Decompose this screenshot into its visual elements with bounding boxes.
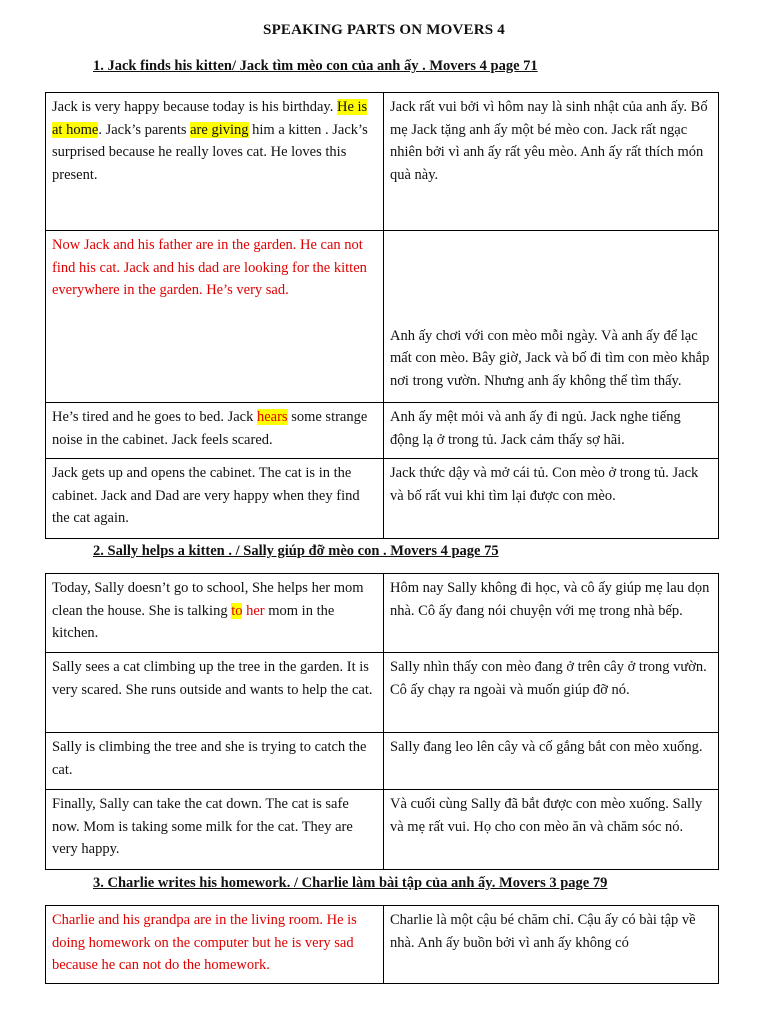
vietnamese-cell: Charlie là một cậu bé chăm chỉ. Cậu ấy có bài tập về nhà. Anh ấy buồn bởi vì anh ấy không có — [384, 906, 719, 984]
table-row — [46, 574, 719, 653]
english-cell: Jack is very happy because today is his birthday. He is at home. Jack’s parents are giving him a kitten . Jack’s surprised because he really loves cat. He loves this present. — [46, 93, 384, 231]
english-cell: Now Jack and his father are in the garden. He can not find his cat. Jack and his dad are looking for the kitten everywhere in the garden. He’s very sad. — [46, 231, 384, 403]
english-cell: Finally, Sally can take the cat down. The cat is safe now. Mom is taking some milk for the cat. They are very happy. — [46, 790, 384, 870]
section-heading-2: 2. Sally helps a kitten . / Sally giúp đỡ mèo con . Movers 4 page 75 — [93, 543, 499, 559]
vietnamese-cell: Và cuối cùng Sally đã bắt được con mèo xuống. Sally và mẹ rất vui. Họ cho con mèo ăn và chăm sóc nó. — [384, 790, 719, 870]
table-row — [46, 733, 719, 790]
table-row — [46, 459, 719, 539]
section-2-table — [45, 573, 719, 870]
section-3-table — [45, 905, 719, 984]
highlighted-text: to — [231, 602, 243, 619]
highlighted-text: are giving — [190, 121, 249, 138]
table-row — [46, 653, 719, 733]
page-title: SPEAKING PARTS ON MOVERS 4 — [263, 22, 505, 38]
english-cell: Sally sees a cat climbing up the tree in the garden. It is very scared. She runs outside and wants to help the cat. — [46, 653, 384, 733]
section-heading-3: 3. Charlie writes his homework. / Charlie làm bài tập của anh ấy. Movers 3 page 79 — [93, 875, 608, 891]
table-row — [46, 93, 719, 231]
english-cell: Sally is climbing the tree and she is trying to catch the cat. — [46, 733, 384, 790]
section-1-table — [45, 92, 719, 539]
english-cell: Today, Sally doesn’t go to school, She helps her mom clean the house. She is talking to her mom in the kitchen. — [46, 574, 384, 653]
highlighted-text: He is at home — [52, 99, 368, 138]
red-text: her — [246, 602, 265, 619]
highlighted-text: hears — [256, 409, 288, 425]
vietnamese-cell: Jack rất vui bởi vì hôm nay là sinh nhật của anh ấy. Bố mẹ Jack tặng anh ấy một bé mèo con. Jack rất ngạc nhiên bởi vì anh ấy rất yêu mèo. Anh ấy rất thích món quà này. — [384, 93, 719, 231]
vietnamese-cell: Jack thức dậy và mở cái tủ. Con mèo ở trong tủ. Jack và bố rất vui khi tìm lại được con mèo. — [384, 459, 719, 539]
english-cell: Charlie and his grandpa are in the living room. He is doing homework on the computer but he is very sad because he can not do the homework. — [46, 906, 384, 984]
table-row — [46, 790, 719, 870]
vietnamese-cell: Hôm nay Sally không đi học, và cô ấy giúp mẹ lau dọn nhà. Cô ấy đang nói chuyện với mẹ trong nhà bếp. — [384, 574, 719, 653]
english-cell: Jack gets up and opens the cabinet. The cat is in the cabinet. Jack and Dad are very happy when they find the cat again. — [46, 459, 384, 539]
section-heading-1: 1. Jack finds his kitten/ Jack tìm mèo con của anh ấy . Movers 4 page 71 — [93, 58, 538, 74]
vietnamese-cell: Sally nhìn thấy con mèo đang ở trên cây ở trong vườn. Cô ấy chạy ra ngoài và muốn giúp đỡ nó. — [384, 653, 719, 733]
table-row — [46, 906, 719, 984]
vietnamese-cell: Sally đang leo lên cây và cố gắng bắt con mèo xuống. — [384, 733, 719, 790]
table-row — [46, 231, 719, 403]
english-cell: He’s tired and he goes to bed. Jack hears some strange noise in the cabinet. Jack feels scared. — [46, 403, 384, 459]
table-row — [46, 403, 719, 459]
vietnamese-cell: Anh ấy chơi với con mèo mỗi ngày. Và anh ấy để lạc mất con mèo. Bây giờ, Jack và bố đi tìm con mèo khắp nơi trong vườn. Nhưng anh ấy không thể tìm thấy. — [384, 231, 719, 403]
vietnamese-cell: Anh ấy mệt mỏi và anh ấy đi ngủ. Jack nghe tiếng động lạ ở trong tủ. Jack cảm thấy sợ hãi. — [384, 403, 719, 459]
